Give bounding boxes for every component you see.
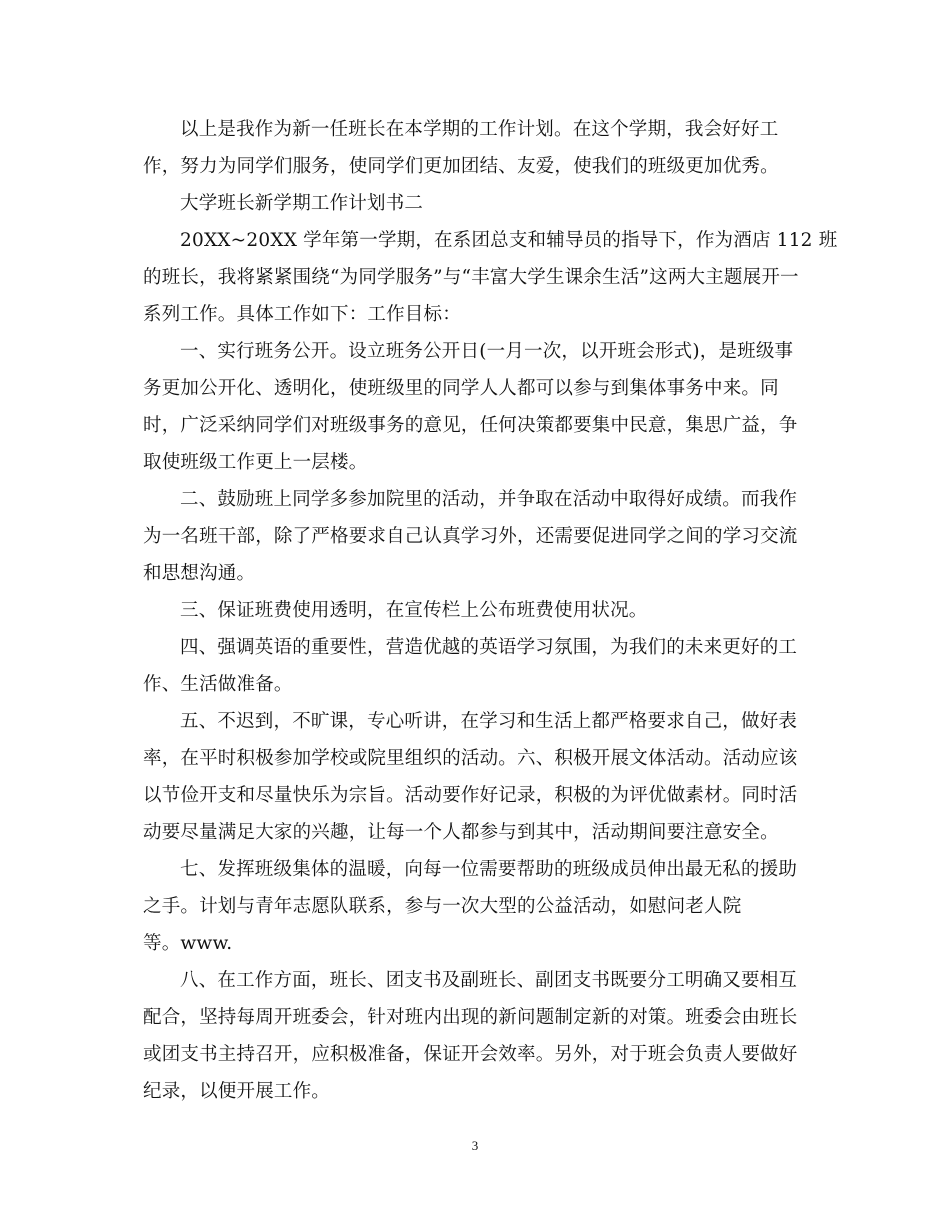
paragraph-line: 系列工作。具体工作如下：工作目标：: [143, 304, 461, 325]
page-number: 3: [471, 1138, 479, 1153]
paragraph-line: 之手。计划与青年志愿队联系，参与一次大型的公益活动，如慰问老人院: [143, 896, 742, 917]
paragraph-line: 的班长，我将紧紧围绕“为同学服务”与“丰富大学生课余生活”这两大主题展开一: [143, 267, 799, 288]
paragraph-line: 四、强调英语的重要性，营造优越的英语学习氛围，为我们的未来更好的工: [180, 637, 798, 658]
paragraph-line: 一、实行班务公开。设立班务公开日(一月一次，以开班会形式)，是班级事: [180, 341, 794, 362]
paragraph-line: 率，在平时积极参加学校或院里组织的活动。六、积极开展文体活动。活动应该: [143, 748, 798, 769]
paragraph-line: 以上是我作为新一任班长在本学期的工作计划。在这个学期，我会好好工: [180, 119, 779, 140]
paragraph-line: 七、发挥班级集体的温暖，向每一位需要帮助的班级成员伸出最无私的援助: [180, 859, 798, 880]
paragraph-line: 纪录，以便开展工作。: [143, 1081, 331, 1102]
paragraph-line: 为一名班干部，除了严格要求自己认真学习外，还需要促进同学之间的学习交流: [143, 526, 798, 547]
paragraph-line: 和思想沟通。: [143, 563, 256, 584]
paragraph-line: 三、保证班费使用透明，在宣传栏上公布班费使用状况。: [180, 600, 648, 621]
paragraph-line: 作、生活做准备。: [143, 674, 293, 695]
paragraph-line: 八、在工作方面，班长、团支书及副班长、副团支书既要分工明确又要相互: [180, 970, 798, 991]
section-heading: 大学班长新学期工作计划书二: [180, 193, 424, 214]
paragraph-line: 务更加公开化、透明化，使班级里的同学人人都可以参与到集体事务中来。同: [143, 378, 779, 399]
paragraph-line: 等。www.: [143, 933, 233, 954]
paragraph-line: 以节俭开支和尽量快乐为宗旨。活动要作好记录，积极的为评优做素材。同时活: [143, 785, 798, 806]
paragraph-line: 时，广泛采纳同学们对班级事务的意见，任何决策都要集中民意，集思广益，争: [143, 415, 798, 436]
paragraph-line: 20XX~20XX 学年第一学期，在系团总支和辅导员的指导下，作为酒店 112 班: [180, 230, 838, 251]
paragraph-line: 动要尽量满足大家的兴趣，让每一个人都参与到其中，活动期间要注意安全。: [143, 822, 779, 843]
paragraph-line: 五、不迟到，不旷课，专心听讲，在学习和生活上都严格要求自己，做好表: [180, 711, 798, 732]
paragraph-line: 或团支书主持召开，应积极准备，保证开会效率。另外，对于班会负责人要做好: [143, 1044, 798, 1065]
paragraph-line: 取使班级工作更上一层楼。: [143, 452, 368, 473]
paragraph-line: 配合，坚持每周开班委会，针对班内出现的新问题制定新的对策。班委会由班长: [143, 1007, 798, 1028]
paragraph-line: 作，努力为同学们服务，使同学们更加团结、友爱，使我们的班级更加优秀。: [143, 156, 779, 177]
paragraph-line: 二、鼓励班上同学多参加院里的活动，并争取在活动中取得好成绩。而我作: [180, 489, 798, 510]
